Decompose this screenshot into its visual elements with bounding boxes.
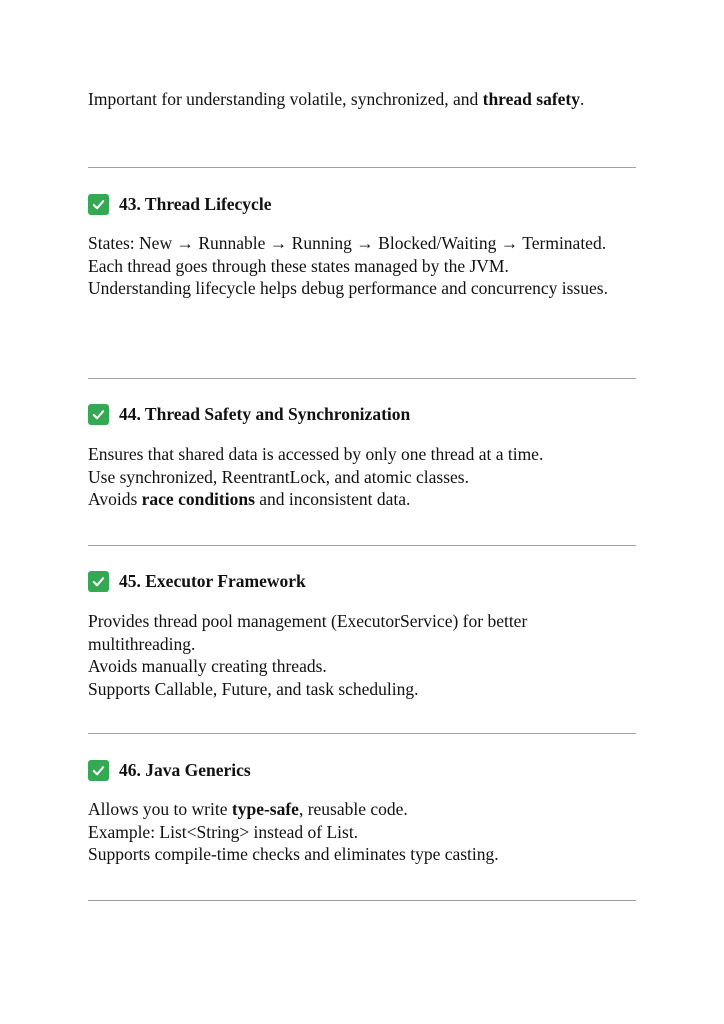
section-body: [88, 798, 636, 866]
section-heading: [88, 568, 306, 594]
divider: [88, 378, 636, 379]
divider: [88, 545, 636, 546]
section-title: 46. Java Generics: [119, 759, 251, 780]
check-mark-icon: [88, 760, 109, 781]
section-heading: [88, 191, 271, 217]
section-title: 43. Thread Lifecycle: [119, 193, 272, 214]
section-line: Supports compile-time checks and eliminates type casting.: [88, 844, 499, 865]
section-title: 45. Executor Framework: [119, 570, 306, 591]
section-heading: [88, 401, 410, 427]
section-line: Avoids manually creating threads.: [88, 656, 327, 677]
section-body: [88, 232, 636, 300]
section-heading: [88, 757, 251, 783]
section-line: Understanding lifecycle helps debug performance and concurrency issues.: [88, 278, 608, 299]
intro-bold-text: thread safety: [482, 89, 580, 109]
section-title: 44. Thread Safety and Synchronization: [119, 403, 411, 424]
section-line: Allows you to write type-safe, reusable code.: [88, 799, 408, 819]
intro-paragraph: [88, 88, 636, 111]
section-line: States: New → Runnable → Running → Blocked/Waiting → Terminated.: [88, 233, 607, 253]
section-line: Each thread goes through these states managed by the JVM.: [88, 255, 509, 276]
check-mark-icon: [88, 404, 109, 425]
divider: [88, 733, 636, 734]
check-mark-icon: [88, 194, 109, 215]
intro-text-end: .: [580, 89, 585, 109]
divider: [88, 900, 636, 901]
section-line: Use synchronized, ReentrantLock, and atomic classes.: [88, 466, 469, 487]
section-line: Provides thread pool management (ExecutorService) for better multithreading.: [88, 611, 528, 654]
section-line: Example: List<String> instead of List.: [88, 821, 359, 842]
section-line: Supports Callable, Future, and task scheduling.: [88, 678, 419, 699]
section-line: Avoids race conditions and inconsistent data.: [88, 489, 411, 510]
check-mark-icon: [88, 571, 109, 592]
intro-text: Important for understanding volatile, synchronized, and: [88, 89, 483, 109]
divider: [88, 167, 636, 168]
section-line: Ensures that shared data is accessed by only one thread at a time.: [88, 444, 544, 464]
section-body: [88, 443, 636, 511]
section-body: [88, 610, 636, 700]
